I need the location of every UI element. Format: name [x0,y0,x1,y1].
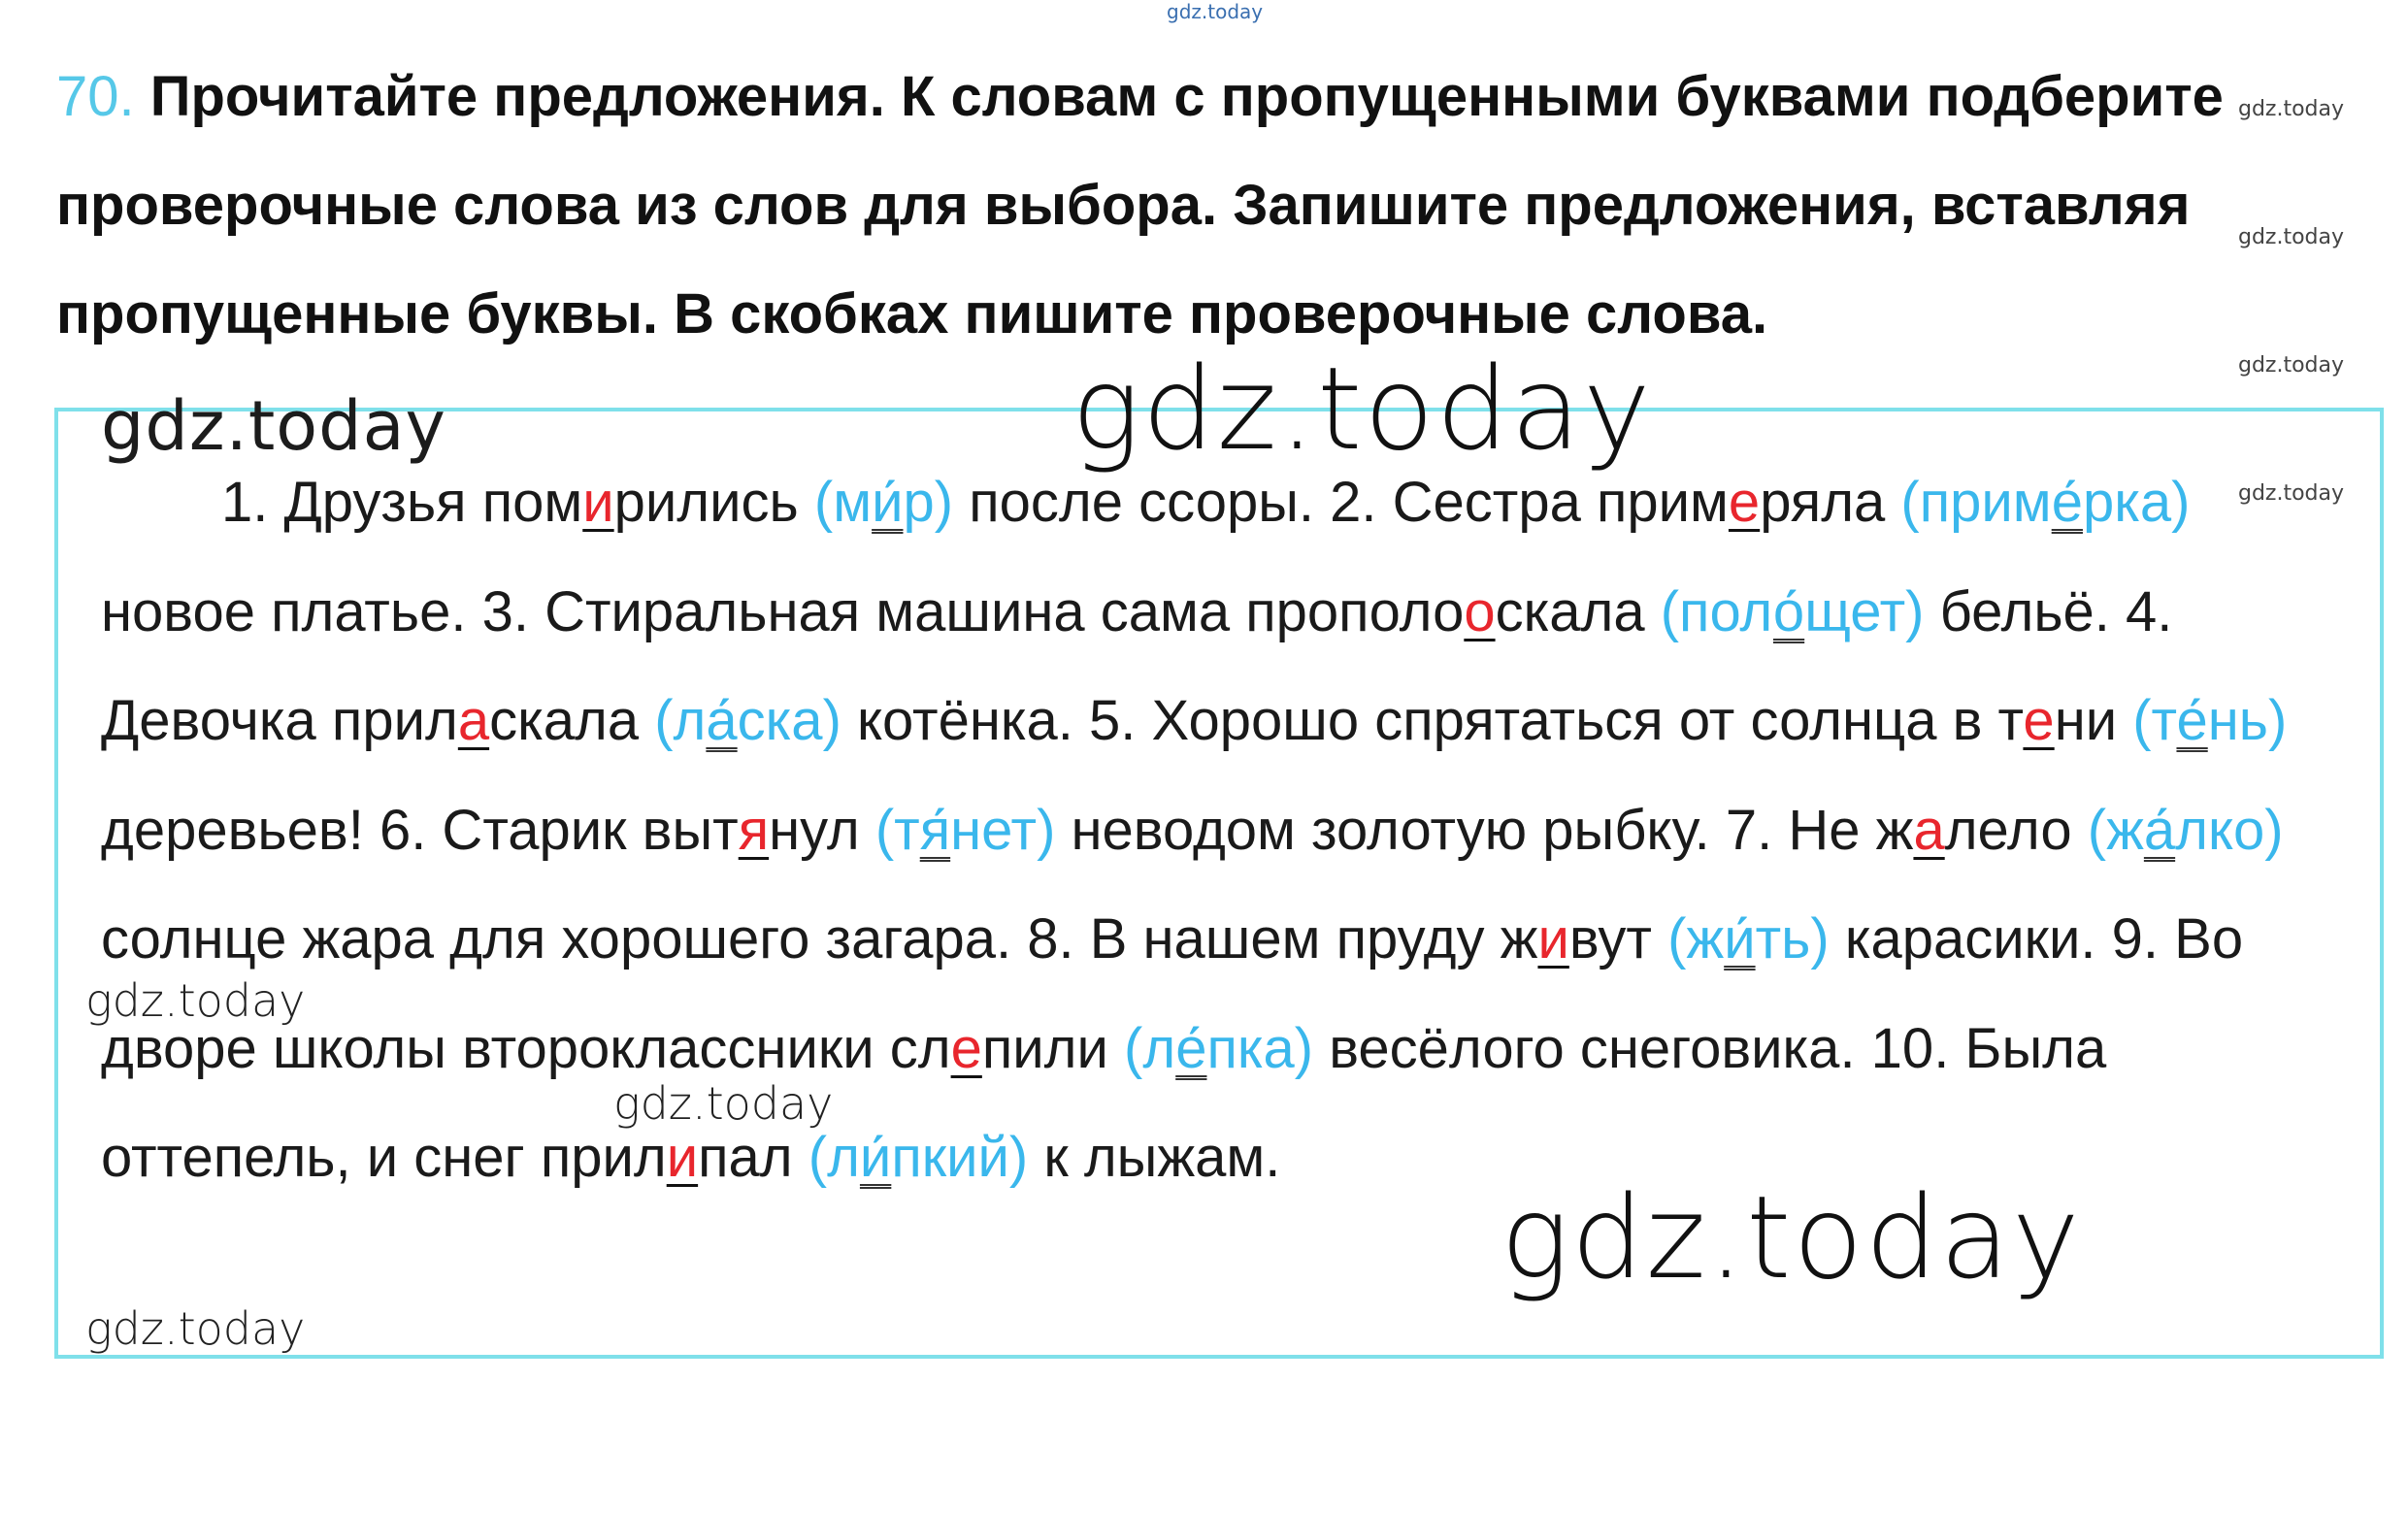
sentence-8: 8. В нашем пруду живут (жи́ть) карасики. [1011,907,2096,970]
sentence-1: 1. Друзья помирились (ми́р) после ссоры. [221,471,1315,534]
sentence-3: 3. Стиральная машина сама прополооскала (поло́щет) бельё. [466,579,2110,643]
inserted-letter: а [1913,798,1945,862]
watermark-box-top-center: gdz.today [1072,342,1653,476]
sentence-9: 9. Во дворе школы второклассники слепили (ле́пка) весёлого снеговика. [101,907,2244,1080]
sentence-5: 5. Хорошо спрятаться от солнца в тени (те́нь) деревьев! [101,689,2288,862]
task-text: Прочитайте предложения. К словам с пропущенными буквами подберите проверочные слова из слов для выбора. Запишите предложения, вставляя пропущенные буквы. В скобках пишите проверочные слова. [56,65,2224,345]
check-word: (те́нь) [2132,689,2288,752]
watermark-left-mid: gdz.today [85,974,306,1027]
check-word: (жи́ть) [1667,907,1830,970]
inserted-letter: я [738,798,770,862]
watermark-side: gdz.today [2238,225,2345,249]
check-word: (ле́пка) [1124,1016,1314,1080]
watermark-box-top-left: gdz.today [101,386,446,466]
inserted-letter: а [457,689,490,752]
check-word: (ли́пкий) [808,1126,1029,1189]
check-word: (ми́р) [813,471,954,534]
inserted-letter: и [666,1126,699,1189]
inserted-letter: е [950,1016,982,1080]
task-number: 70. [56,65,135,128]
watermark-center-mid: gdz.today [613,1077,834,1130]
sentence-10: 10. Была оттепель, и снег прилипал (ли́пкий) к лыжам. [101,1016,2107,1189]
sentence-7: 7. Не жалело (жа́лко) солнце жара для хорошего загара. [101,798,2284,970]
task-heading [56,43,2405,369]
sentence-2: 2. Сестра примеряла (приме́рка) новое платье. [101,471,2191,643]
watermark-side: gdz.today [2238,481,2345,506]
sentence-4: 4. Девочка приласкала (ла́ска) котёнка. [101,579,2173,752]
check-word: (тя́нет) [874,798,1056,862]
check-word: (поло́щет) [1660,579,1925,643]
inserted-letter: и [582,471,614,534]
watermark-top: gdz.today [1167,0,1264,23]
watermark-side: gdz.today [2238,97,2345,121]
answer-text [101,448,2333,1213]
inserted-letter: е [2023,689,2055,752]
sentence-6: 6. Старик вытянул (тя́нет) неводом золотую рыбку. [363,798,1710,862]
inserted-letter: и [1537,907,1569,970]
check-word: (ла́ска) [654,689,841,752]
check-word: (приме́рка) [1900,471,2191,534]
watermark-bottom-left: gdz.today [85,1302,306,1355]
inserted-letter: о [1464,579,1496,643]
check-word: (жа́лко) [2087,798,2284,862]
inserted-letter: е [1728,471,1761,534]
watermark-bottom-right: gdz.today [1501,1170,2082,1304]
watermark-side: gdz.today [2238,353,2345,378]
